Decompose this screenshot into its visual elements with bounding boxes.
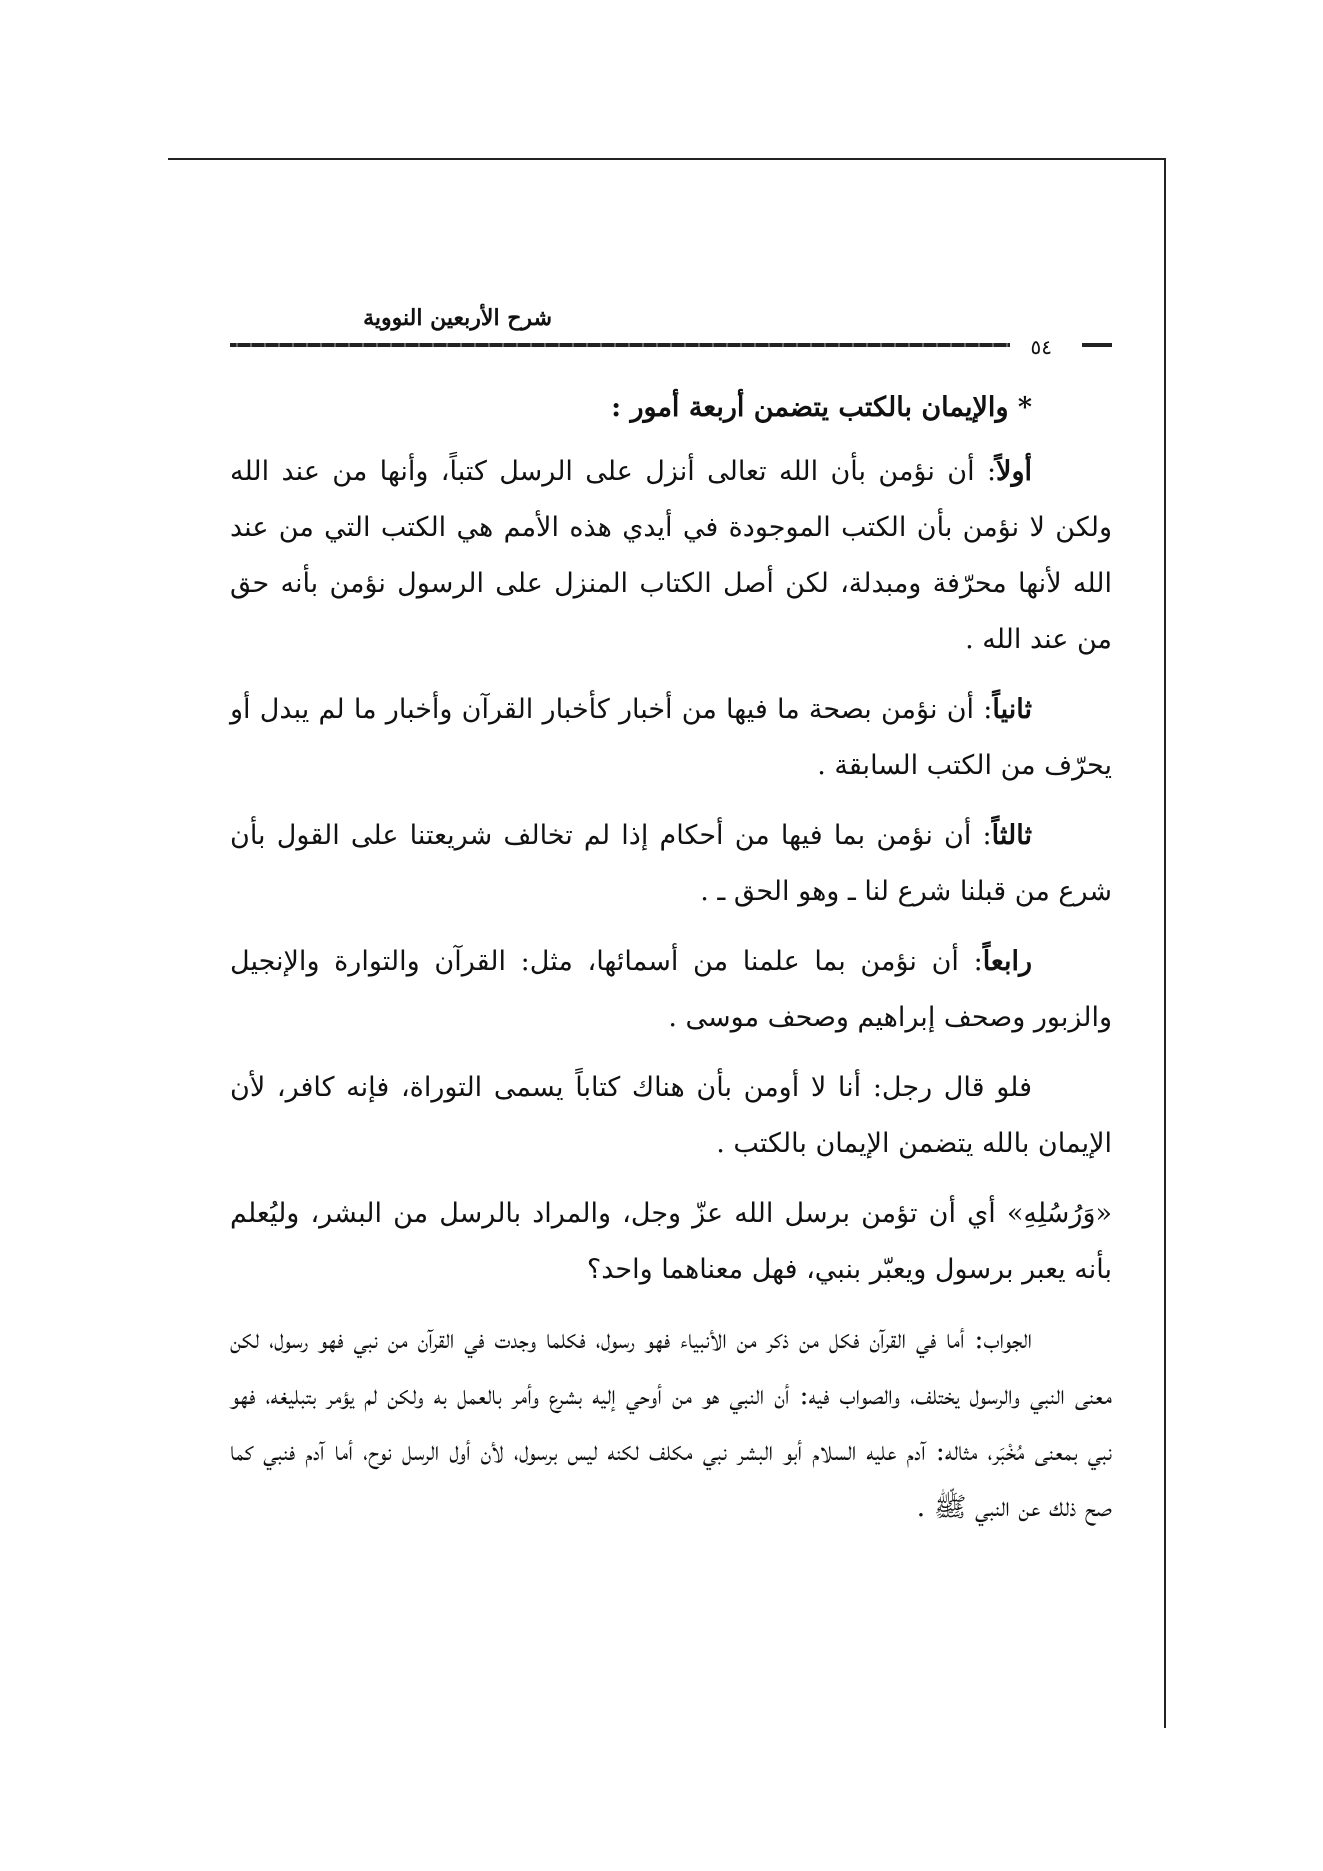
page-header: [230, 305, 1112, 359]
header-rule-short: [1082, 343, 1112, 347]
paragraph-fifth: فلو قال رجل: أنا لا أومن بأن هناك كتاباً يسمى التوراة، فإنه كافر، لأن الإيمان بالله يتضمن الإيمان بالكتب .: [230, 1072, 1112, 1159]
paragraph-second-lead: ثانياً: [992, 694, 1032, 725]
paragraph-fourth: [230, 934, 1112, 1046]
page-number: ٥٤: [1030, 335, 1052, 359]
paragraph-second-text: : أن نؤمن بصحة ما فيها من أخبار كأخبار القرآن وأخبار ما لم يبدل أو يحرّف من الكتب السابقة .: [230, 694, 1112, 781]
paragraph-third: [230, 808, 1112, 920]
scan-right-border: [1164, 158, 1166, 1728]
paragraph-first-text: : أن نؤمن بأن الله تعالى أنزل على الرسل كتباً، وأنها من عند الله ولكن لا نؤمن بأن الكتب الموجودة في أيدي هذه الأمم هي الكتب التي من عند الله لأنها محرّفة ومبدلة، لكن أصل الكتاب المنزل على الرسول نؤمن بأنه حق من عند الله .: [230, 456, 1112, 655]
paragraph-second: [230, 682, 1112, 794]
header-rule: [230, 343, 1010, 347]
paragraph-first-lead: أولاً: [996, 456, 1032, 487]
paragraph-seventh: الجواب: أما في القرآن فكل من ذكر من الأنبياء فهو رسول، فكلما وجدت في القرآن من نبي فهو رسول، لكن معنى النبي والرسول يختلف، والصواب فيه: أن النبي هو من أوحي إليه بشرع وأمر بالعمل به ولكن لم يؤمر بتبليغه، فهو نبي بمعنى مُخْبَر، مثاله: آدم عليه السلام أبو البشر نبي مكلف لكنه ليس برسول، لأن أول الرسل نوح، أما آدم فنبي كما صح ذلك عن النبي ﷺ .: [230, 1324, 1112, 1523]
section-heading: * والإيمان بالكتب يتضمن أربعة أمور :: [611, 392, 1032, 423]
paragraph-fourth-lead: رابعاً: [982, 946, 1032, 977]
paragraph-fourth-text: : أن نؤمن بما علمنا من أسمائها، مثل: القرآن والتوارة والإنجيل والزبور وصحف إبراهيم وصحف موسى .: [230, 946, 1112, 1033]
paragraph-sixth-text: أي أن تؤمن برسل الله عزّ وجل، والمراد بالرسل من البشر، وليُعلم بأنه يعبر برسول ويعبّر بنبي، فهل معناهما واحد؟: [230, 1198, 1112, 1285]
paragraph-third-text: : أن نؤمن بما فيها من أحكام إذا لم تخالف شريعتنا على القول بأن شرع من قبلنا شرع لنا ـ وهو الحق ـ .: [230, 820, 1112, 907]
paragraph-sixth: [230, 1186, 1112, 1298]
paragraph-first: [230, 444, 1112, 668]
running-title: شرح الأربعين النووية: [363, 305, 552, 331]
scan-top-border: [168, 158, 1166, 160]
paragraph-third-lead: ثالثاً: [991, 820, 1032, 851]
paragraph-sixth-lead: «وَرُسُلِهِ»: [1006, 1198, 1112, 1229]
page-body: [230, 380, 1112, 1550]
